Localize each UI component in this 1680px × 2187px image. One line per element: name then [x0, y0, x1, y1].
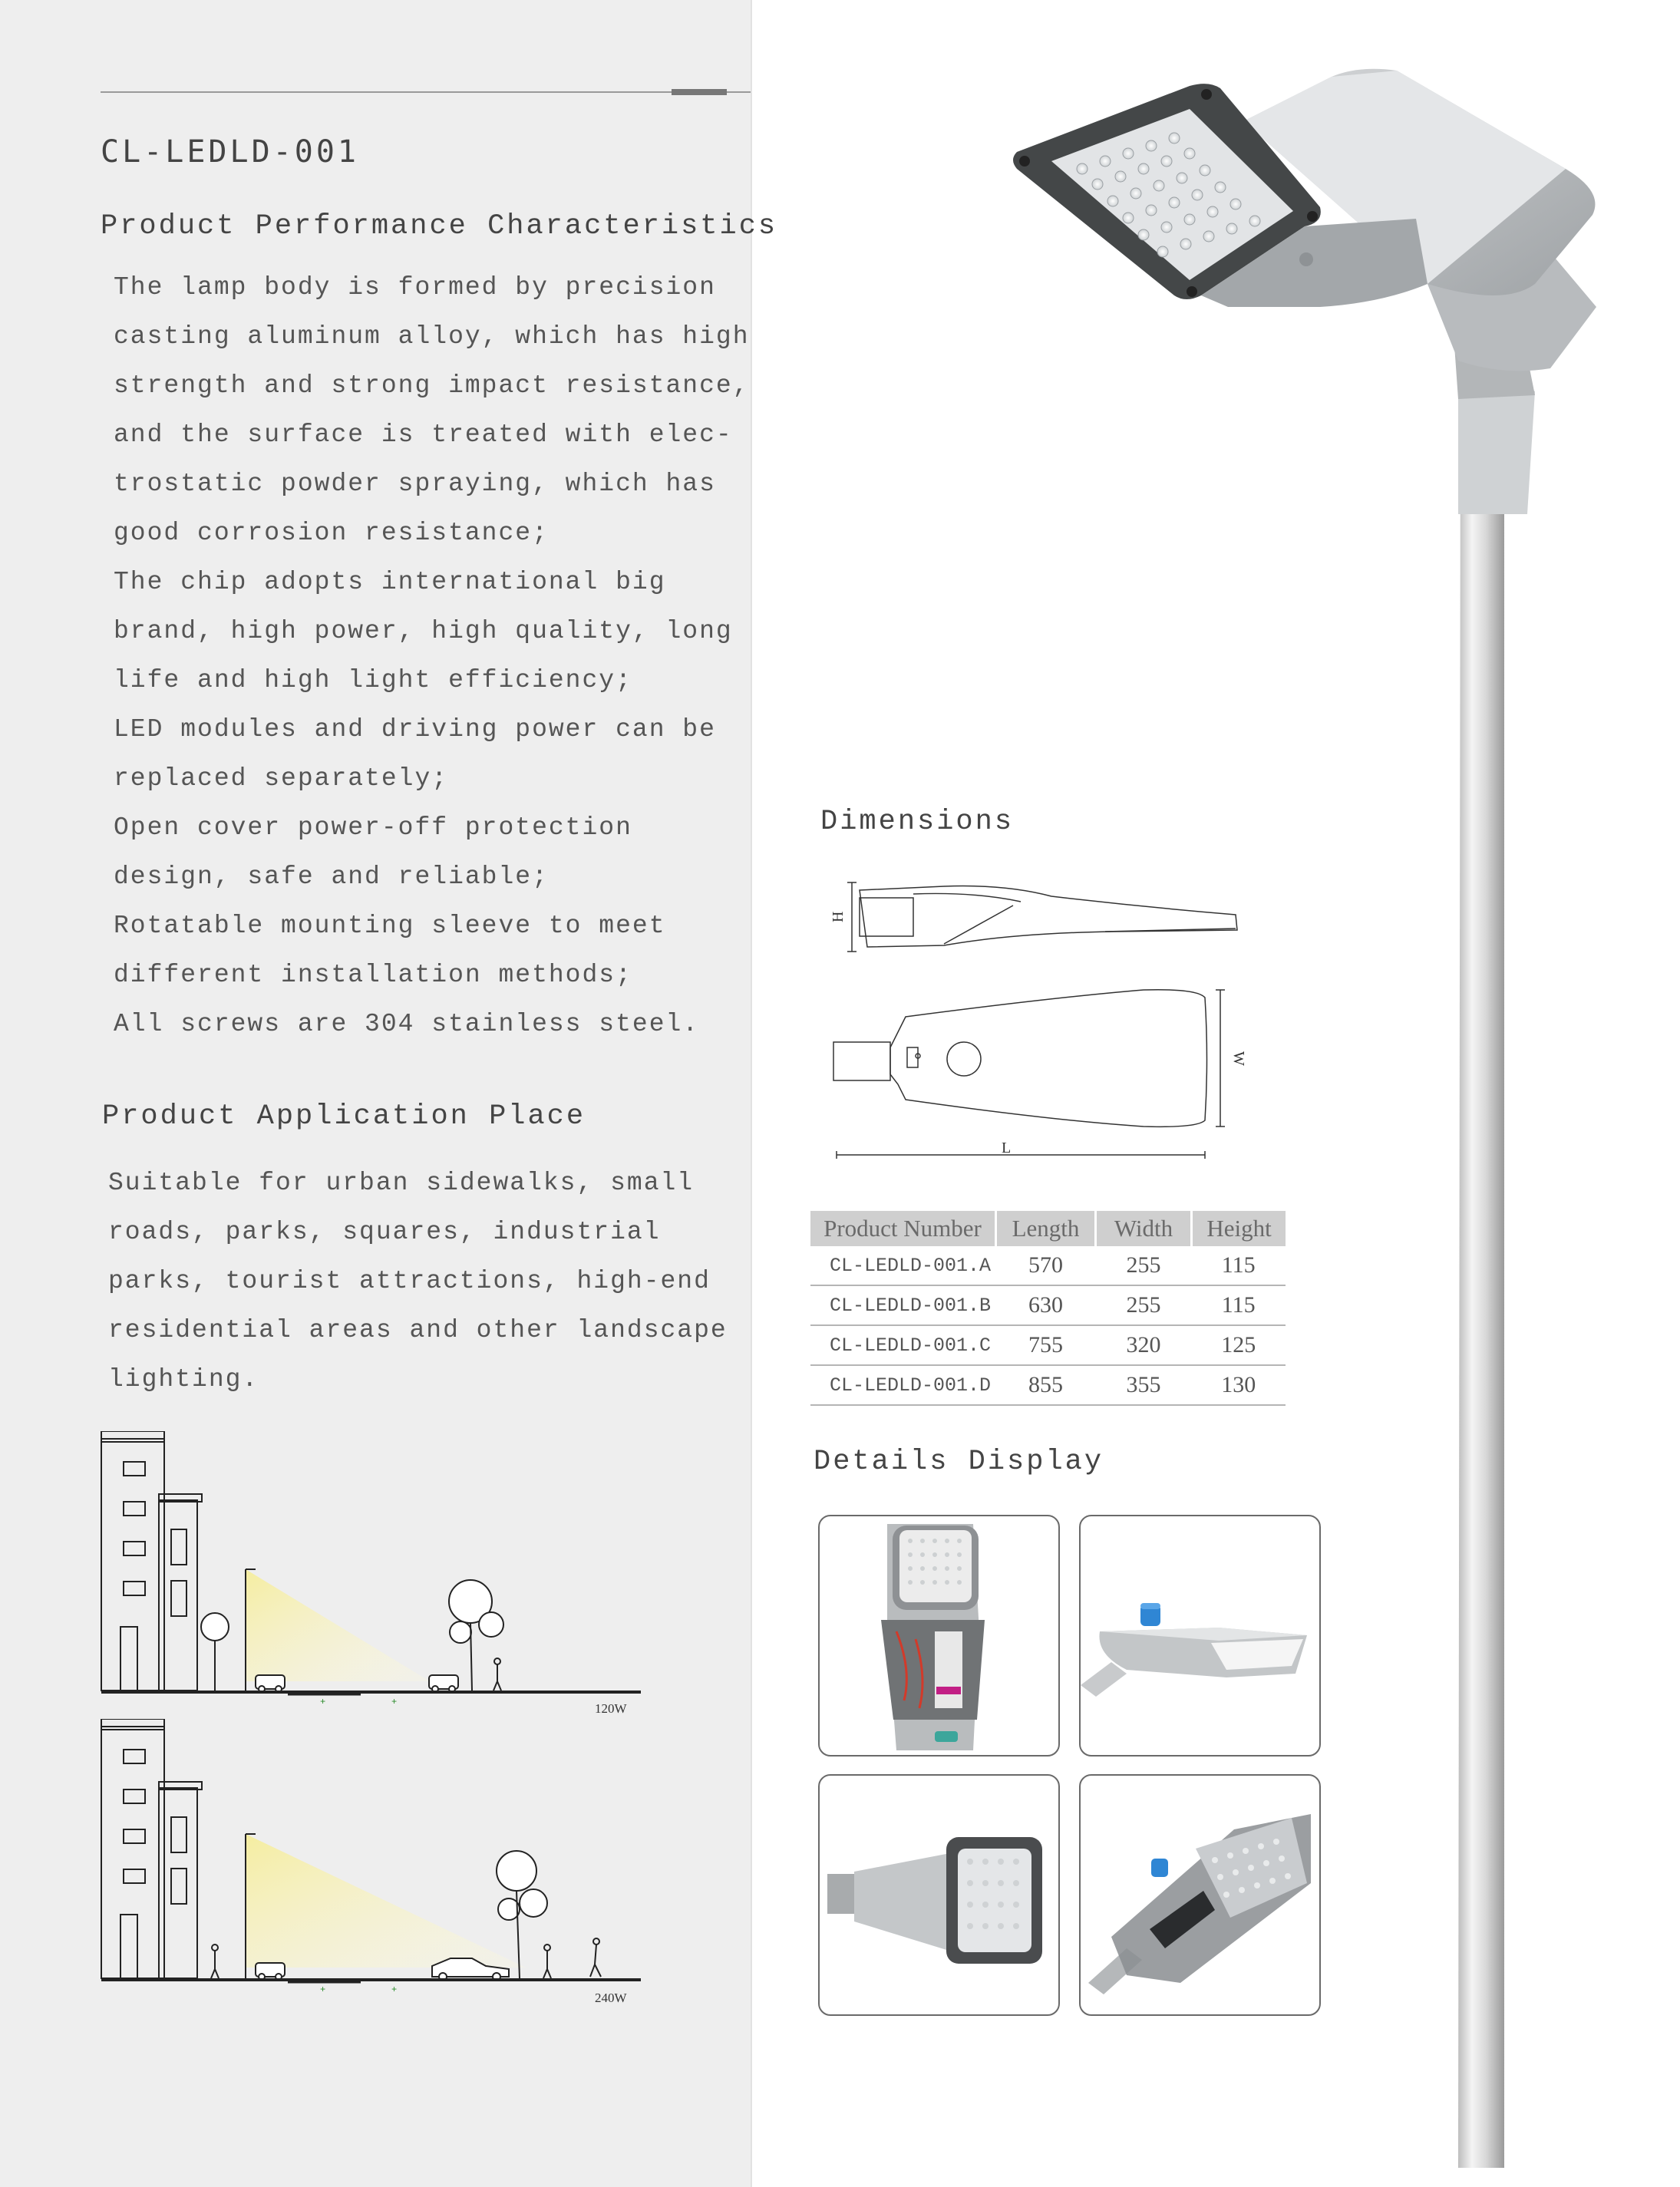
cell-height: 115 [1192, 1246, 1286, 1285]
cell-height: 115 [1192, 1285, 1286, 1325]
height-label: H [830, 911, 847, 922]
performance-text-line: strength and strong impact resistance, [114, 371, 750, 400]
application-diagram-240w [96, 1719, 649, 2011]
table-row [810, 1365, 1286, 1405]
cell-product-number: CL-LEDLD-001.D [810, 1365, 996, 1405]
header-height: Height [1192, 1211, 1286, 1246]
panel-divider [751, 0, 752, 2187]
performance-text-line: Open cover power-off protection [114, 813, 632, 842]
svg-text:+: + [391, 1697, 398, 1707]
length-label: L [1002, 1140, 1012, 1156]
detail-image-open-housing[interactable] [818, 1515, 1060, 1757]
performance-text-line: replaced separately; [114, 764, 449, 793]
table-row [810, 1246, 1286, 1285]
performance-text-line: casting aluminum alloy, which has high [114, 322, 750, 351]
cell-length: 630 [996, 1285, 1096, 1325]
top-rule [101, 91, 751, 93]
cell-length: 570 [996, 1246, 1096, 1285]
application-diagram-120w [96, 1431, 649, 1723]
performance-text-line: design, safe and reliable; [114, 863, 549, 891]
building-icon [101, 1431, 202, 1691]
dimension-drawing [821, 867, 1251, 1174]
cell-height: 125 [1192, 1325, 1286, 1365]
svg-text:+: + [391, 1984, 398, 1995]
power-label-120w: 120W [595, 1701, 627, 1716]
header-length: Length [996, 1211, 1096, 1246]
application-text [108, 1159, 728, 1404]
detail-image-transparent-view[interactable] [1079, 1774, 1321, 2016]
top-view-drawing [833, 990, 1225, 1159]
cell-height: 130 [1192, 1365, 1286, 1405]
performance-text-line: and the surface is treated with elec- [114, 421, 733, 449]
side-view-drawing [847, 882, 1237, 952]
performance-text-line: The chip adopts international big [114, 568, 666, 596]
building-icon [101, 1719, 202, 1978]
pedestrian-icon [493, 1658, 501, 1691]
cell-width: 255 [1096, 1246, 1192, 1285]
model-title: CL-LEDLD-001 [101, 134, 359, 170]
table-row [810, 1325, 1286, 1365]
performance-text-line: All screws are 304 stainless steel. [114, 1010, 700, 1038]
performance-text-line: different installation methods; [114, 961, 632, 989]
top-rule-accent [672, 89, 727, 95]
dimensions-heading: Dimensions [820, 806, 1015, 838]
application-text-line: lighting. [108, 1365, 259, 1394]
cell-width: 355 [1096, 1365, 1192, 1405]
detail-image-side-view[interactable] [1079, 1515, 1321, 1757]
performance-text-line: good corrosion resistance; [114, 519, 549, 547]
table-row [810, 1285, 1286, 1325]
application-text-line: parks, tourist attractions, high-end [108, 1267, 711, 1295]
performance-heading: Product Performance Characteristics [101, 210, 778, 242]
spec-table [810, 1211, 1286, 1406]
light-beam [246, 1569, 430, 1681]
svg-text:+: + [320, 1984, 326, 1995]
power-label-240w: 240W [595, 1991, 627, 2005]
cell-width: 320 [1096, 1325, 1192, 1365]
cell-product-number: CL-LEDLD-001.B [810, 1285, 996, 1325]
detail-image-bottom-view[interactable] [818, 1774, 1060, 2016]
header-width: Width [1096, 1211, 1192, 1246]
performance-text-line: trostatic powder spraying, which has [114, 470, 716, 498]
svg-text:+: + [320, 1697, 326, 1707]
performance-text-line: The lamp body is formed by precision [114, 273, 716, 302]
performance-text-line: life and high light efficiency; [114, 666, 632, 694]
application-heading: Product Application Place [102, 1100, 586, 1133]
width-label: W [1230, 1051, 1247, 1066]
cell-product-number: CL-LEDLD-001.C [810, 1325, 996, 1365]
cell-width: 255 [1096, 1285, 1192, 1325]
header-product-number: Product Number [810, 1211, 996, 1246]
application-text-line: Suitable for urban sidewalks, small [108, 1169, 695, 1197]
performance-text [114, 263, 750, 1049]
light-beam [246, 1834, 526, 1968]
performance-text-line: Rotatable mounting sleeve to meet [114, 912, 666, 940]
performance-text-line: brand, high power, high quality, long [114, 617, 733, 645]
spec-table-header-row [810, 1211, 1286, 1246]
application-text-line: roads, parks, squares, industrial [108, 1218, 661, 1246]
cell-length: 755 [996, 1325, 1096, 1365]
application-text-line: residential areas and other landscape [108, 1316, 728, 1344]
performance-text-line: LED modules and driving power can be [114, 715, 716, 744]
details-heading: Details Display [814, 1446, 1104, 1478]
cell-product-number: CL-LEDLD-001.A [810, 1246, 996, 1285]
cell-length: 855 [996, 1365, 1096, 1405]
